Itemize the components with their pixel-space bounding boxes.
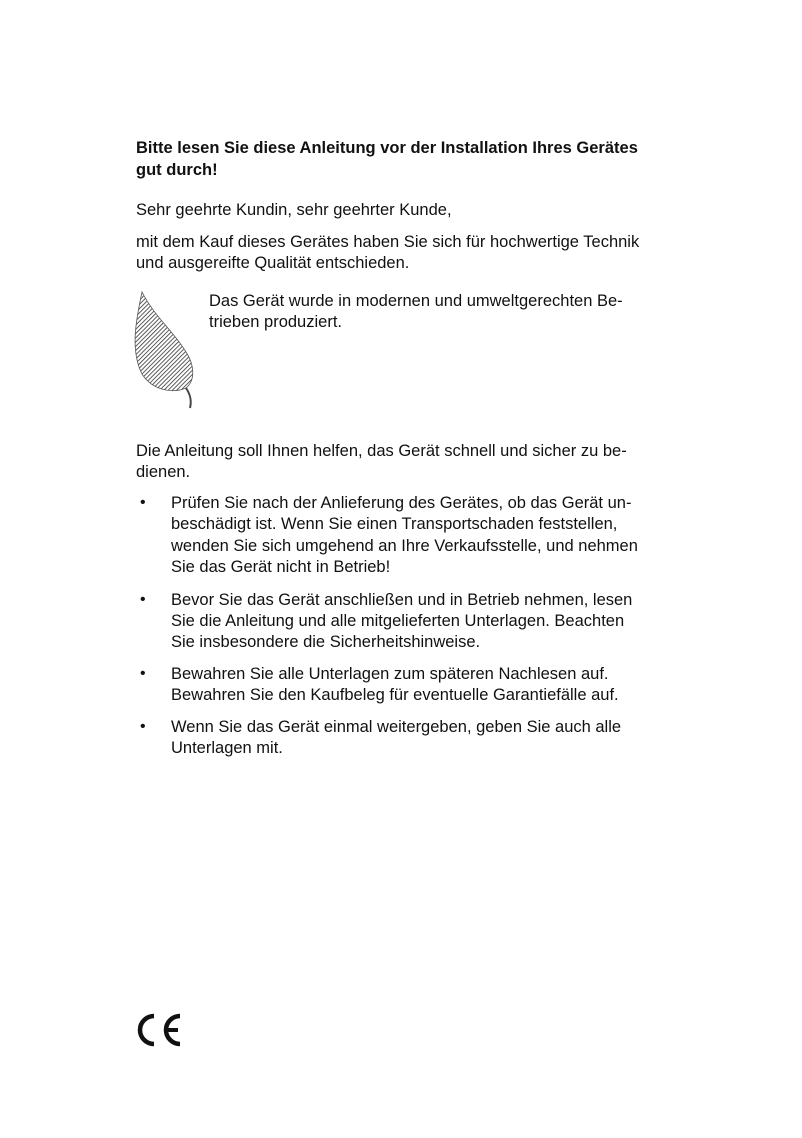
bullet-marker: •: [140, 591, 146, 608]
bullet-marker: •: [140, 665, 146, 682]
bullet-2-line-2: Sie die Anleitung und alle mitgelieferten Unterlagen. Beachten: [171, 612, 625, 630]
salutation: Sehr geehrte Kundin, sehr geehrter Kunde,: [136, 201, 452, 219]
eco-note-line-2: trieben produziert.: [209, 313, 342, 331]
bullet-4-line-1: Wenn Sie das Gerät einmal weitergeben, geben Sie auch alle: [171, 718, 622, 736]
intro-line-2: und ausgereifte Qualität entschieden.: [136, 254, 410, 272]
purpose-line-2: dienen.: [136, 463, 191, 481]
bullet-2-line-3: Sie insbesondere die Sicherheitshinweise.: [171, 633, 481, 651]
bullet-marker: •: [140, 718, 146, 735]
intro-line-1: mit dem Kauf dieses Gerätes haben Sie sich für hochwertige Technik: [136, 233, 640, 251]
bullet-1-line-2: beschädigt ist. Wenn Sie einen Transportschaden feststellen,: [171, 515, 618, 533]
bullet-marker: •: [140, 494, 146, 511]
heading-line-2: gut durch!: [136, 161, 218, 179]
bullet-1-line-3: wenden Sie sich umgehend an Ihre Verkaufsstelle, und nehmen: [171, 537, 638, 555]
bullet-2-line-1: Bevor Sie das Gerät anschließen und in Betrieb nehmen, lesen: [171, 591, 633, 609]
bullet-4-line-2: Unterlagen mit.: [171, 739, 283, 757]
bullet-1-line-1: Prüfen Sie nach der Anlieferung des Gerätes, ob das Gerät un-: [171, 494, 632, 512]
bullet-3-line-1: Bewahren Sie alle Unterlagen zum späteren Nachlesen auf.: [171, 665, 609, 683]
heading-line-1: Bitte lesen Sie diese Anleitung vor der Installation Ihres Gerätes: [136, 139, 638, 157]
ce-mark-icon: [132, 1012, 186, 1048]
bullet-1-line-4: Sie das Gerät nicht in Betrieb!: [171, 558, 391, 576]
purpose-line-1: Die Anleitung soll Ihnen helfen, das Gerät schnell und sicher zu be-: [136, 442, 627, 460]
bullet-3-line-2: Bewahren Sie den Kaufbeleg für eventuelle Garantiefälle auf.: [171, 686, 619, 704]
leaf-icon: [132, 290, 198, 410]
eco-note-line-1: Das Gerät wurde in modernen und umweltgerechten Be-: [209, 292, 623, 310]
